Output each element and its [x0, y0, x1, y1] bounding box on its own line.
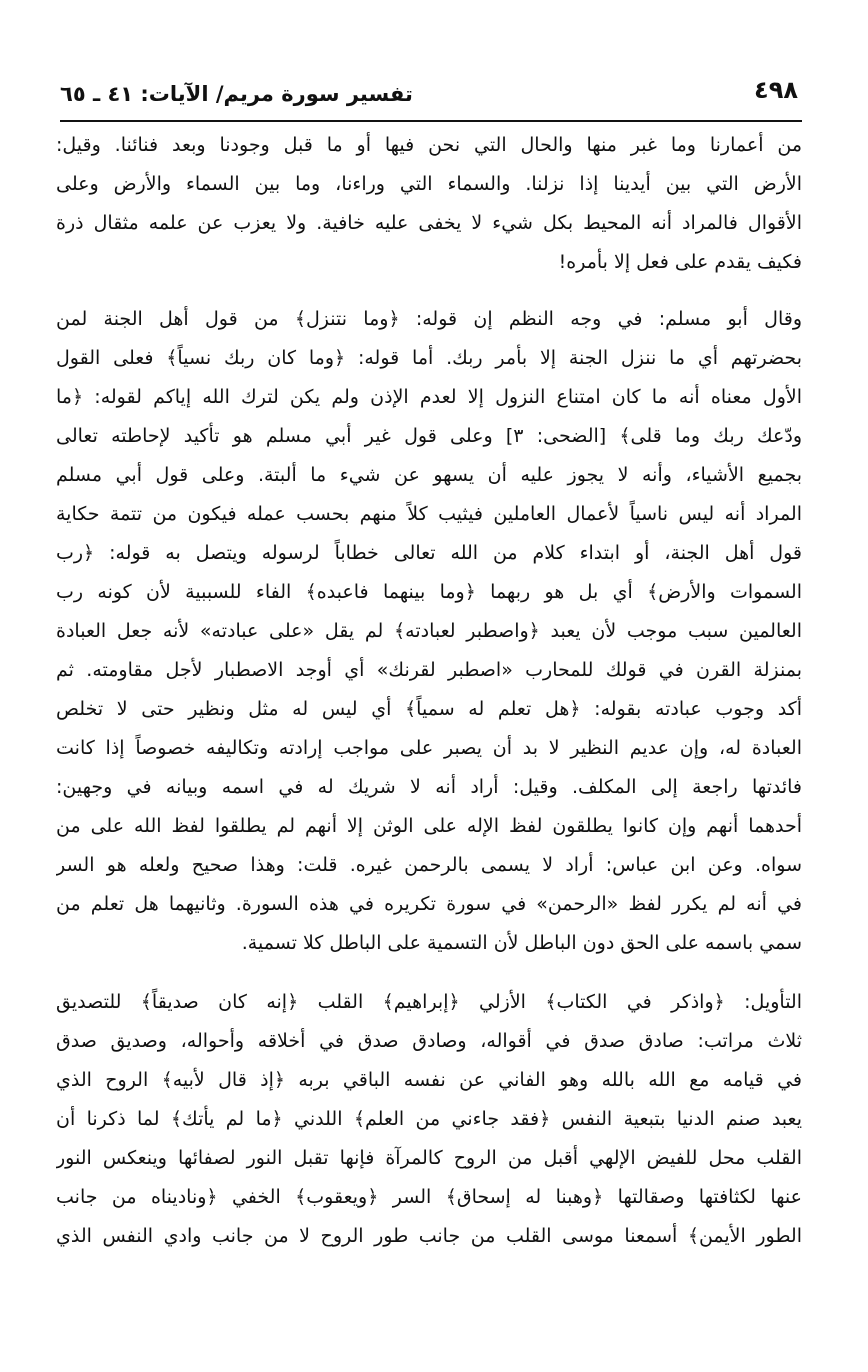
text-line: من أعمارنا وما غبر منها والحال التي نحن فيها أو ما قبل وجودنا وبعد فنائنا. وقيل:: [56, 134, 802, 156]
text-line: فائدتها راجعة إلى المكلف. وقيل: أراد أنه لا شريك له في اسمه وبيانه في وجهين:: [56, 776, 802, 798]
text-line: قول أهل الجنة، أو ابتداء كلام من الله تعالى خطاباً لرسوله ويتصل به قوله: ﴿رب: [56, 542, 802, 564]
text-line: أحدهما أنهم وإن كانوا يطلقون لفظ الإله على الوثن إلا أنهم لم يطلقوا لفظ الله على من: [56, 815, 802, 837]
paragraph-1: [56, 126, 802, 282]
paragraph-3: [56, 983, 802, 1256]
text-line: سواه. وعن ابن عباس: أراد لا يسمى بالرحمن غيره. قلت: وهذا صحيح ولعله هو السر: [56, 854, 802, 876]
text-line: فكيف يقدم على فعل إلا بأمره!: [558, 251, 802, 273]
page-body: [56, 126, 802, 1256]
text-line: وقال أبو مسلم: في وجه النظم إن قوله: ﴿وما نتنزل﴾ من قول أهل الجنة لمن: [56, 308, 802, 330]
paragraph-2: [56, 300, 802, 963]
text-line: في أنه لم يكرر لفظ «الرحمن» في سورة تكريره في هذه السورة. وثانيهما هل تعلم من: [56, 893, 802, 915]
text-line: القلب محل للفيض الإلهي أقبل من الروح كالمرآة فإنها تقبل النور لصفائها وينعكس النور: [56, 1147, 802, 1169]
text-line: في قيامه مع الله بالله وهو الفاني عن نفسه الباقي بربه ﴿إذ قال لأبيه﴾ الروح الذي: [56, 1069, 802, 1091]
text-line: ودّعك ربك وما قلى﴾ [الضحى: ٣] وعلى قول غير أبي مسلم هو تأكيد لإحاطته تعالى: [56, 425, 802, 447]
text-line: بجميع الأشياء، وأنه لا يجوز عليه أن يسهو عن شيء ما ألبتة. وعلى قول أبي مسلم: [56, 464, 802, 486]
text-line: بمنزلة القرن في قولك للمحارب «اصطبر لقرنك» أي أوجد الاصطبار لأجل مقاومته. ثم: [56, 659, 802, 681]
text-line: العالمين سبب موجب لأن يعبد ﴿واصطبر لعبادته﴾ لم يقل «على عبادته» لأنه جعل العبادة: [56, 620, 802, 642]
page-header: [60, 76, 802, 118]
header-divider: [60, 120, 802, 122]
text-line: الأرض التي بين أيدينا إذا نزلنا. والسماء التي وراءنا، وما بين السماء والأرض وعلى: [56, 173, 802, 195]
text-line: أكد وجوب عبادته بقوله: ﴿هل تعلم له سمياً﴾ أي ليس له مثل ونظير حتى لا تخلص: [56, 698, 802, 720]
text-line: العبادة له، وإن عديم النظير لا بد أن يصبر على مواجب إرادته وتكاليفه خصوصاً إذا كانت: [56, 737, 802, 759]
text-line: المراد أنه ليس ناسياً لأعمال العاملين فيثيب كلاً منهم بحسب عمله فيكون من تتمة حكاية: [56, 503, 802, 525]
text-line: عنها لكثافتها وصقالتها ﴿وهبنا له إسحاق﴾ السر ﴿ويعقوب﴾ الخفي ﴿وناديناه من جانب: [56, 1186, 802, 1208]
text-line: بحضرتهم أي ما ننزل الجنة إلا بأمر ربك. أما قوله: ﴿وما كان ربك نسياً﴾ فعلى القول: [56, 347, 802, 369]
text-line: السموات والأرض﴾ أي بل هو ربهما ﴿وما بينهما فاعبده﴾ الفاء للسببية لأن كونه رب: [56, 581, 802, 603]
page-number: ٤٩٨: [754, 76, 798, 104]
text-line: الأول معناه أنه ما كان امتناع النزول إلا لعدم الإذن ولم يكن لترك الله إياكم لقوله: ﴿ما: [56, 386, 802, 408]
text-line: التأويل: ﴿واذكر في الكتاب﴾ الأزلي ﴿إبراهيم﴾ القلب ﴿إنه كان صديقاً﴾ للتصديق: [56, 991, 802, 1013]
text-line: الأقوال فالمراد أنه المحيط بكل شيء لا يخفى عليه خافية. ولا يعزب عن علمه مثقال ذرة: [56, 212, 802, 234]
text-line: الطور الأيمن﴾ أسمعنا موسى القلب من جانب طور الروح لا من جانب وادي النفس الذي: [56, 1225, 802, 1247]
running-title: تفسير سورة مريم/ الآيات: ٤١ ـ ٦٥: [60, 82, 413, 106]
text-line: ثلاث مراتب: صادق صدق في أقواله، وصادق صدق في أخلاقه وأحواله، وصديق صدق: [56, 1030, 802, 1052]
text-line: يعبد صنم الدنيا بتبعية النفس ﴿فقد جاءني من العلم﴾ اللدني ﴿ما لم يأتك﴾ لما ذكرنا أن: [56, 1108, 802, 1130]
text-line: سمي باسمه على الحق دون الباطل لأن التسمية على الباطل كلا تسمية.: [241, 932, 802, 954]
